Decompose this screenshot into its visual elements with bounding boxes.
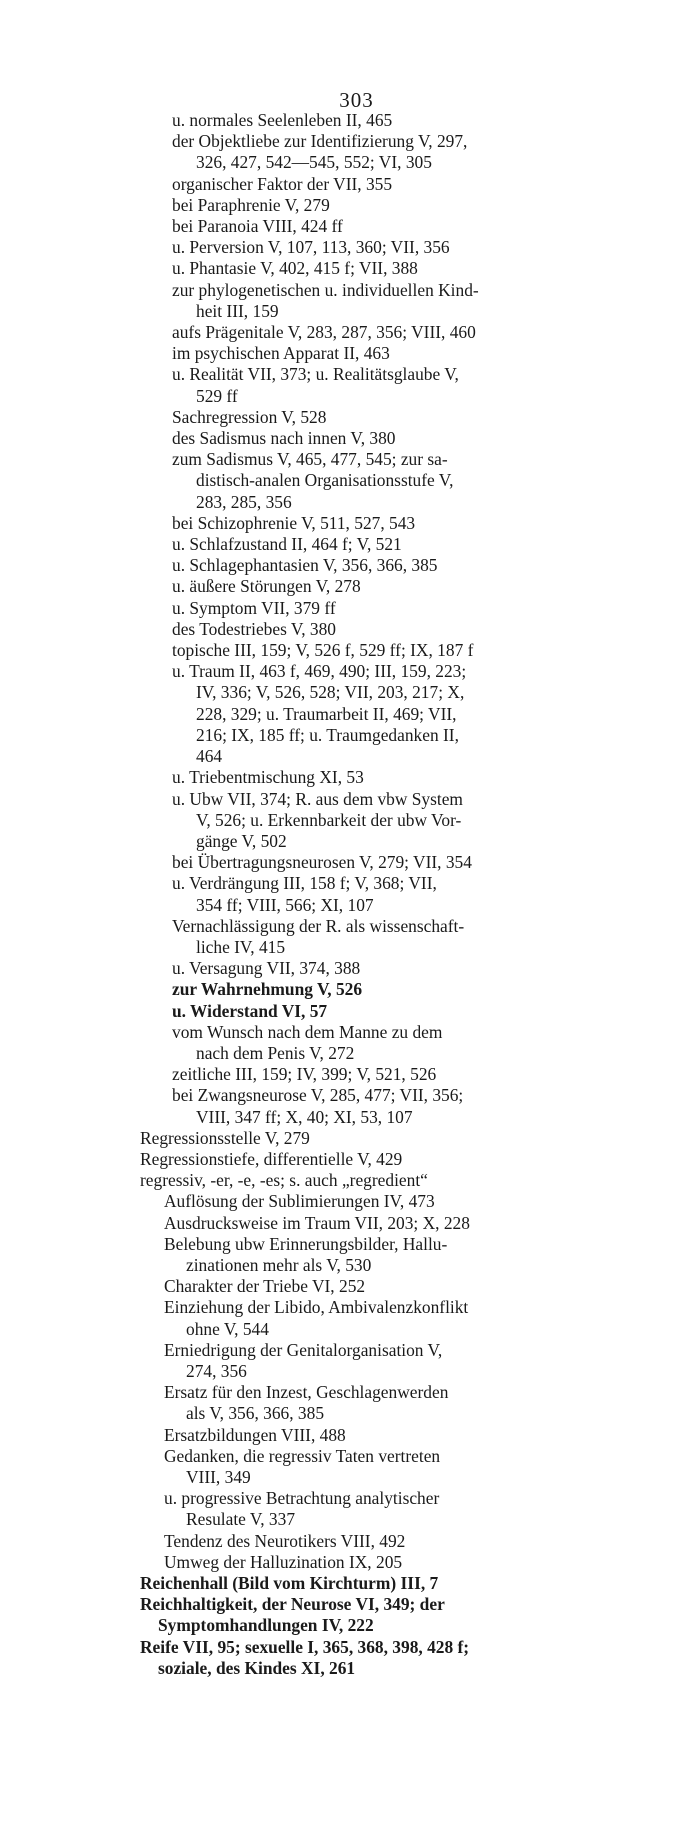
entry-continuation-line: gänge V, 502	[196, 830, 287, 851]
index-sub-entry	[0, 1234, 697, 1276]
index-sub-entry	[0, 555, 697, 576]
entry-line: u. Versagung VII, 374, 388	[172, 958, 361, 979]
entry-continuation-line: Resulate V, 337	[186, 1509, 296, 1530]
entry-line: Ersatz für den Inzest, Geschlagenwerden	[164, 1382, 449, 1403]
index-sub-entry	[0, 873, 697, 915]
index-entry-list	[0, 110, 697, 1679]
index-sub-entry	[0, 258, 697, 279]
index-sub-entry	[0, 174, 697, 195]
entry-continuation-line: zinationen mehr als V, 530	[186, 1254, 372, 1275]
entry-continuation-line: 354 ff; VIII, 566; XI, 107	[196, 894, 374, 915]
index-sub-entry	[0, 852, 697, 873]
index-sub-entry	[0, 1382, 697, 1424]
index-sub-entry	[0, 619, 697, 640]
entry-line: u. Ubw VII, 374; R. aus dem vbw System	[172, 788, 463, 809]
index-sub-entry	[0, 1531, 697, 1552]
entry-line: u. progressive Betrachtung analytischer	[164, 1488, 440, 1509]
index-sub-entry	[0, 789, 697, 853]
index-sub-entry	[0, 1276, 697, 1297]
index-sub-entry	[0, 1022, 697, 1064]
entry-line: u. Phantasie V, 402, 415 f; VII, 388	[172, 258, 418, 279]
entry-line: Ersatzbildungen VIII, 488	[164, 1424, 346, 1445]
index-sub-entry	[0, 916, 697, 958]
entry-line: u. Traum II, 463 f, 469, 490; III, 159, 223;	[172, 661, 467, 682]
index-sub-entry	[0, 131, 697, 173]
index-sub-entry	[0, 1297, 697, 1339]
index-sub-entry	[0, 958, 697, 979]
index-sub-entry	[0, 513, 697, 534]
index-sub-entry	[0, 1552, 697, 1573]
entry-line: regressiv, -er, -e, -es; s. auch „regredient“	[140, 1170, 428, 1191]
entry-line: Einziehung der Libido, Ambivalenzkonflikt	[164, 1297, 469, 1318]
entry-line: u. Realität VII, 373; u. Realitätsglaube V,	[172, 364, 459, 385]
entry-line: bei Übertragungsneurosen V, 279; VII, 354	[172, 852, 472, 873]
entry-line: u. normales Seelenleben II, 465	[172, 110, 393, 130]
entry-continuation-line: liche IV, 415	[196, 936, 286, 957]
index-sub-entry	[0, 661, 697, 767]
index-sub-entry	[0, 343, 697, 364]
entry-continuation-line: 228, 329; u. Traumarbeit II, 469; VII,	[196, 703, 457, 724]
entry-line: Ausdrucksweise im Traum VII, 203; X, 228	[164, 1212, 470, 1233]
index-sub-entry	[0, 237, 697, 258]
entry-line: Belebung ubw Erinnerungsbilder, Hallu-	[164, 1233, 448, 1254]
index-sub-entry	[0, 767, 697, 788]
entry-line: zum Sadismus V, 465, 477, 545; zur sa-	[172, 449, 448, 470]
index-sub-entry	[0, 195, 697, 216]
entry-line: u. Schlagephantasien V, 356, 366, 385	[172, 555, 438, 576]
index-sub-entry	[0, 110, 697, 131]
index-sub-entry	[0, 1488, 697, 1530]
index-sub-entry	[0, 280, 697, 322]
entry-line: Reife VII, 95; sexuelle I, 365, 368, 398, 428 f;	[140, 1636, 470, 1657]
index-main-entry	[0, 1128, 697, 1149]
entry-line: aufs Prägenitale V, 283, 287, 356; VIII, 460	[172, 322, 476, 343]
entry-line: u. Verdrängung III, 158 f; V, 368; VII,	[172, 873, 437, 894]
entry-continuation-line: 326, 427, 542—545, 552; VI, 305	[196, 152, 432, 173]
index-sub-entry	[0, 534, 697, 555]
entry-continuation-line: ohne V, 544	[186, 1318, 269, 1339]
index-main-entry	[0, 1594, 697, 1636]
entry-line: Regressionsstelle V, 279	[140, 1127, 310, 1148]
entry-line: u. Symptom VII, 379 ff	[172, 597, 336, 618]
entry-line: u. Schlafzustand II, 464 f; V, 521	[172, 534, 402, 555]
entry-continuation-line: V, 526; u. Erkennbarkeit der ubw Vor-	[196, 809, 462, 830]
index-sub-entry	[0, 407, 697, 428]
entry-line: Tendenz des Neurotikers VIII, 492	[164, 1530, 406, 1551]
entry-continuation-line: distisch-analen Organisationsstufe V,	[196, 470, 454, 491]
entry-continuation-line: nach dem Penis V, 272	[196, 1042, 355, 1063]
entry-continuation-line: 216; IX, 185 ff; u. Traumgedanken II,	[196, 724, 459, 745]
index-sub-entry	[0, 1064, 697, 1085]
entry-line: Regressionstiefe, differentielle V, 429	[140, 1148, 403, 1169]
entry-line: u. Perversion V, 107, 113, 360; VII, 356	[172, 237, 450, 258]
entry-continuation-line: VIII, 347 ff; X, 40; XI, 53, 107	[196, 1106, 413, 1127]
entry-continuation-line: soziale, des Kindes XI, 261	[158, 1657, 356, 1678]
entry-continuation-line: VIII, 349	[186, 1467, 251, 1487]
entry-line: vom Wunsch nach dem Manne zu dem	[172, 1021, 443, 1042]
entry-line: bei Paranoia VIII, 424 ff	[172, 216, 343, 237]
index-main-entry	[0, 1573, 697, 1594]
index-sub-entry	[0, 1425, 697, 1446]
index-main-entry	[0, 1149, 697, 1170]
entry-continuation-line: 274, 356	[186, 1360, 247, 1381]
entry-line: topische III, 159; V, 526 f, 529 ff; IX, 187 f	[172, 640, 474, 661]
entry-line: Vernachlässigung der R. als wissenschaft-	[172, 915, 465, 936]
index-sub-entry	[0, 1340, 697, 1382]
index-sub-entry	[0, 598, 697, 619]
entry-line: Reichenhall (Bild vom Kirchturm) III, 7	[140, 1573, 439, 1594]
entry-continuation-line: Symptomhandlungen IV, 222	[158, 1615, 374, 1636]
entry-line: Erniedrigung der Genitalorganisation V,	[164, 1339, 443, 1360]
entry-line: u. äußere Störungen V, 278	[172, 576, 361, 597]
index-sub-entry	[0, 428, 697, 449]
entry-line: des Sadismus nach innen V, 380	[172, 428, 396, 449]
entry-line: zur phylogenetischen u. individuellen Kind-	[172, 279, 479, 300]
entry-continuation-line: 529 ff	[196, 385, 238, 406]
index-sub-entry	[0, 449, 697, 513]
entry-line: bei Schizophrenie V, 511, 527, 543	[172, 512, 416, 533]
index-sub-entry	[0, 322, 697, 343]
entry-line: Sachregression V, 528	[172, 406, 327, 427]
entry-line: des Todestriebes V, 380	[172, 618, 336, 639]
entry-line: u. Widerstand VI, 57	[172, 1000, 328, 1021]
entry-line: bei Zwangsneurose V, 285, 477; VII, 356;	[172, 1085, 464, 1106]
entry-line: im psychischen Apparat II, 463	[172, 343, 390, 364]
entry-continuation-line: als V, 356, 366, 385	[186, 1403, 325, 1424]
index-sub-entry	[0, 979, 697, 1000]
entry-line: Charakter der Triebe VI, 252	[164, 1276, 366, 1297]
entry-line: der Objektliebe zur Identifizierung V, 297,	[172, 131, 468, 152]
entry-continuation-line: heit III, 159	[196, 300, 279, 321]
entry-line: Reichhaltigkeit, der Neurose VI, 349; der	[140, 1594, 445, 1615]
index-main-entry	[0, 1637, 697, 1679]
index-sub-entry	[0, 640, 697, 661]
entry-continuation-line: 464	[196, 746, 223, 767]
page-number: 303	[339, 88, 374, 112]
index-sub-entry	[0, 1191, 697, 1212]
entry-line: zeitliche III, 159; IV, 399; V, 521, 526	[172, 1064, 437, 1085]
index-sub-entry	[0, 1085, 697, 1127]
index-sub-entry	[0, 1446, 697, 1488]
index-sub-entry	[0, 216, 697, 237]
entry-continuation-line: IV, 336; V, 526, 528; VII, 203, 217; X,	[196, 682, 465, 703]
index-sub-entry	[0, 576, 697, 597]
entry-line: bei Paraphrenie V, 279	[172, 194, 330, 215]
entry-continuation-line: 283, 285, 356	[196, 491, 292, 512]
entry-line: Gedanken, die regressiv Taten vertreten	[164, 1445, 441, 1466]
index-sub-entry	[0, 364, 697, 406]
entry-line: Umweg der Halluzination IX, 205	[164, 1551, 403, 1572]
index-sub-entry	[0, 1001, 697, 1022]
entry-line: Auflösung der Sublimierungen IV, 473	[164, 1191, 435, 1212]
entry-line: zur Wahrnehmung V, 526	[172, 979, 363, 1000]
index-sub-entry	[0, 1213, 697, 1234]
index-main-entry	[0, 1170, 697, 1191]
entry-line: organischer Faktor der VII, 355	[172, 173, 393, 194]
entry-line: u. Triebentmischung XI, 53	[172, 767, 364, 788]
